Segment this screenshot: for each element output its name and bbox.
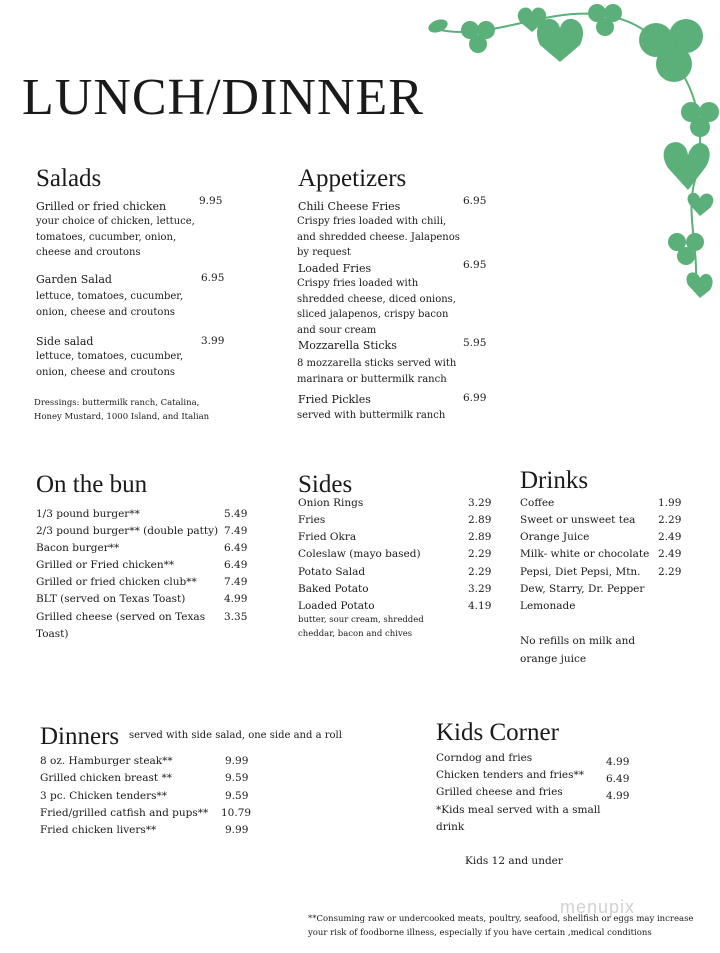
appetizer-item-name: Mozzarella Sticks xyxy=(298,339,397,352)
list-item: Grilled cheese and fries 4.99 xyxy=(436,786,630,802)
salad-item-price: 3.99 xyxy=(201,335,225,347)
list-item: Fried chicken livers** 9.99 xyxy=(40,824,249,836)
list-item: 1/3 pound burger** 5.49 xyxy=(36,508,248,520)
list-item: Fried/grilled catfish and pups** 10.79 xyxy=(40,807,252,819)
appetizer-item-desc: served with buttermilk ranch xyxy=(297,410,446,421)
appetizer-item-price: 6.95 xyxy=(463,259,487,271)
list-item: Grilled or fried chicken club** 7.49 xyxy=(36,576,248,588)
list-item: Coffee 1.99 xyxy=(520,497,682,509)
kids-age-note: Kids 12 and under xyxy=(465,855,563,867)
watermark: menupix xyxy=(560,897,636,917)
dressings-note: Dressings: buttermilk ranch, Catalina, Honey Mustard, 1000 Island, and Italian xyxy=(34,398,210,422)
salad-item-name: Side salad xyxy=(36,335,94,348)
list-item-continued: Lemonade xyxy=(520,600,576,612)
appetizer-item-desc: Crispy fries loaded with shredded cheese, diced onions, sliced jalapenos, crispy bacon and sour cream xyxy=(297,278,456,336)
kids-note: *Kids meal served with a small drink xyxy=(436,804,601,833)
appetizer-item-price: 5.95 xyxy=(463,337,487,349)
appetizers-heading: Appetizers xyxy=(298,165,407,192)
salad-item-desc: lettuce, tomatoes, cucumber, onion, cheese and croutons xyxy=(36,291,184,318)
list-item: 3 pc. Chicken tenders** 9.59 xyxy=(40,790,249,802)
list-item: Orange Juice 2.49 xyxy=(520,531,682,543)
salad-item-name: Garden Salad xyxy=(36,273,112,286)
list-item: Bacon burger** 6.49 xyxy=(36,542,248,554)
appetizer-item-price: 6.99 xyxy=(463,392,487,404)
list-item: Grilled chicken breast ** 9.59 xyxy=(40,772,249,784)
salad-item-desc: your choice of chicken, lettuce, tomatoes, cucumber, onion, cheese and croutons xyxy=(36,216,195,258)
page-title: LUNCH/DINNER xyxy=(22,69,424,126)
list-item: Grilled cheese (served on Texas 3.35 xyxy=(36,611,248,623)
list-item: Grilled or Fried chicken** 6.49 xyxy=(36,559,248,571)
list-item: Potato Salad 2.29 xyxy=(298,566,492,578)
list-item: 8 oz. Hamburger steak** 9.99 xyxy=(40,755,249,767)
appetizer-item-name: Loaded Fries xyxy=(298,262,372,275)
dinners-heading: Dinners xyxy=(40,723,120,750)
appetizer-item-desc: 8 mozzarella sticks served with marinara or buttermilk ranch xyxy=(297,358,457,385)
drinks-heading: Drinks xyxy=(520,467,589,494)
drinks-note: No refills on milk and orange juice xyxy=(520,635,636,665)
list-item-continued: Dew, Starry, Dr. Pepper xyxy=(520,583,645,595)
appetizer-item-desc: Crispy fries loaded with chili, and shredded cheese. Jalapenos by request xyxy=(297,216,460,258)
appetizer-item-price: 6.95 xyxy=(463,195,487,207)
salad-item-price: 9.95 xyxy=(199,195,223,207)
list-item-continued: Toast) xyxy=(36,628,69,640)
kids-corner-heading: Kids Corner xyxy=(436,719,559,746)
list-item: Sweet or unsweet tea 2.29 xyxy=(520,514,682,526)
list-item: Pepsi, Diet Pepsi, Mtn. 2.29 xyxy=(520,566,682,578)
dinners-subtitle: served with side salad, one side and a roll xyxy=(129,730,342,741)
list-item: Milk- white or chocolate 2.49 xyxy=(520,548,682,560)
list-item: Corndog and fries 4.99 xyxy=(436,752,630,768)
list-item: Baked Potato 3.29 xyxy=(298,583,492,595)
appetizer-item-name: Fried Pickles xyxy=(298,393,371,406)
salads-heading: Salads xyxy=(36,165,102,192)
salad-item-desc: lettuce, tomatoes, cucumber, onion, cheese and croutons xyxy=(36,351,184,378)
list-item: Coleslaw (mayo based) 2.29 xyxy=(298,548,492,560)
sides-heading: Sides xyxy=(298,471,353,498)
appetizer-item-name: Chili Cheese Fries xyxy=(298,200,401,213)
list-item: Onion Rings 3.29 xyxy=(298,497,492,509)
list-item: Chicken tenders and fries** 6.49 xyxy=(436,769,630,785)
on-the-bun-heading: On the bun xyxy=(36,471,148,498)
list-item: 2/3 pound burger** (double patty) 7.49 xyxy=(36,525,248,537)
loaded-potato-desc: butter, sour cream, shredded cheddar, bacon and chives xyxy=(298,615,424,639)
list-item: Fried Okra 2.89 xyxy=(298,531,492,543)
list-item: BLT (served on Texas Toast) 4.99 xyxy=(36,593,248,605)
footer-disclaimer: **Consuming raw or undercooked meats, poultry, seafood, shellfish or eggs may increase your risk of foodborne illness, especially if you have certain ,medical conditions xyxy=(308,914,694,938)
list-item: Fries 2.89 xyxy=(298,514,492,526)
list-item: Loaded Potato 4.19 xyxy=(298,600,492,612)
salad-item-price: 6.95 xyxy=(201,272,225,284)
salad-item-name: Grilled or fried chicken xyxy=(36,200,167,213)
